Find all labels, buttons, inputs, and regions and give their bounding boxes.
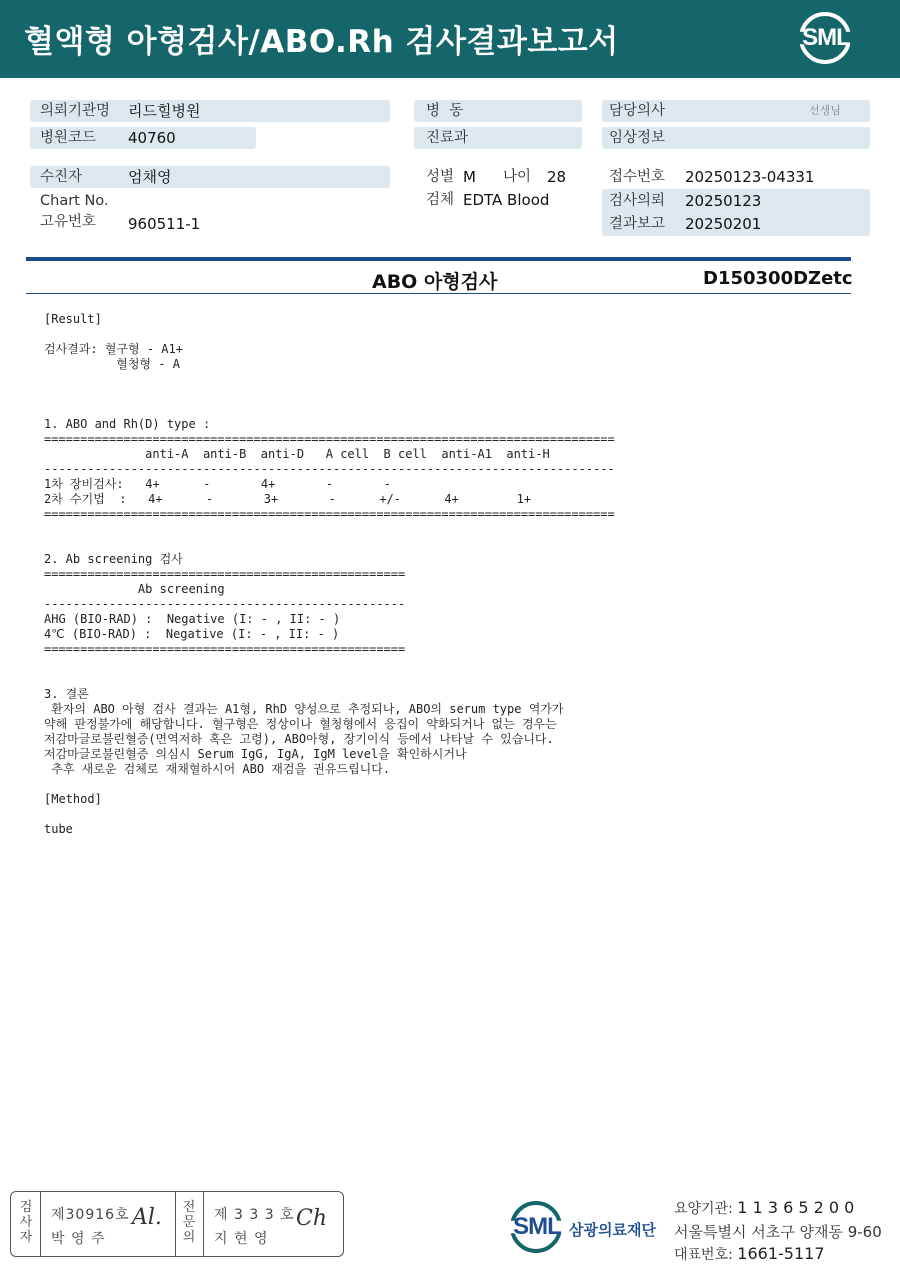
specialist-signature: Ch bbox=[296, 1206, 328, 1231]
section-divider-thick bbox=[26, 257, 851, 261]
specialist-label bbox=[178, 1200, 200, 1245]
vertical-label-char: 사 bbox=[19, 1215, 33, 1230]
institution-value: 리드힐병원 bbox=[128, 102, 201, 120]
report-title: 혈액형 아형검사/ABO.Rh 검사결과보고서 bbox=[24, 24, 619, 60]
department-label: 진료과 bbox=[426, 130, 469, 146]
patient-name: 엄채영 bbox=[128, 168, 172, 186]
care-no-value: 1 1 3 6 5 2 0 0 bbox=[737, 1198, 855, 1217]
report-date-value: 20250201 bbox=[685, 215, 762, 233]
phone-value: 1661-5117 bbox=[737, 1244, 825, 1263]
vertical-label-char: 전 bbox=[182, 1200, 196, 1215]
specialist-license: 제 3 3 3 호 bbox=[214, 1207, 295, 1223]
request-date-value: 20250123 bbox=[685, 192, 762, 210]
age-label: 나이 bbox=[503, 169, 532, 185]
hospital-code-label: 병원코드 bbox=[40, 130, 97, 146]
sex-label: 성별 bbox=[426, 169, 455, 185]
inspector-label bbox=[15, 1200, 37, 1245]
vertical-label-char: 자 bbox=[19, 1230, 33, 1245]
care-no-label: 요양기관: bbox=[674, 1201, 733, 1217]
chart-no-label: Chart No. bbox=[40, 193, 109, 209]
report-body: [Result] 검사결과: 혈구형 - A1+ 혈청형 - A 1. ABO and Rh(D) type : =============================================================================== anti-A anti-B anti-D A cell B cell anti-A1 anti-H ------------------------------------------------------------------------------- 1차 장비검사: 4+ - 4+ - - 2차 수기법 : 4+ - 3+ - +/- 4+ 1+ =============================================================================== 2. Ab screening 검사 ================================================== Ab screening -------------------------------------------------- AHG (BIO-RAD) : Negative (I: - , II: - ) 4℃ (BIO-RAD) : Negative (I: - , II: - ) ================================================== 3. 결론 환자의 ABO 아형 검사 결과는 A1형, RhD 양성으로 추정되나, ABO의 serum type 역가가 약해 판정불가에 해당합니다. 혈구형은 정상이나 혈청형에서 응집이 약화되거나 없는 경우는 저감마글로불린혈증(면역저하 혹은 고령), ABO아형, 장기이식 등에서 나타날 수 있습니다. 저감마글로불린혈증 의심시 Serum IgG, IgA, IgM level을 확인하시거나 추후 새로운 검체로 재채혈하시어 ABO 재검을 권유드립니다. [Method] tube bbox=[44, 312, 615, 836]
report-date-label: 결과보고 bbox=[609, 216, 666, 232]
vertical-label-char: 검 bbox=[19, 1200, 33, 1215]
doctor-suffix: 선생님 bbox=[809, 104, 841, 117]
report-header bbox=[0, 0, 900, 78]
specimen-value: EDTA Blood bbox=[463, 191, 550, 209]
representative-phone bbox=[674, 1244, 825, 1264]
institution-label: 의뢰기관명 bbox=[40, 103, 111, 119]
inspector-signature: Al. bbox=[132, 1205, 162, 1230]
sml-logo: SML bbox=[802, 24, 850, 51]
signature-divider bbox=[203, 1191, 204, 1257]
vertical-label-char: 문 bbox=[182, 1215, 196, 1230]
signature-divider bbox=[40, 1191, 41, 1257]
doctor-label: 담당의사 bbox=[609, 103, 666, 119]
inspector-license: 제30916호 bbox=[51, 1207, 130, 1223]
vertical-label-char: 의 bbox=[182, 1230, 196, 1245]
request-date-label: 검사의뢰 bbox=[609, 193, 666, 209]
hospital-code-value: 40760 bbox=[128, 129, 176, 147]
care-institution-number bbox=[674, 1198, 854, 1218]
specialist-name: 지 현 영 bbox=[214, 1231, 269, 1247]
patient-label: 수진자 bbox=[40, 169, 83, 185]
unique-no-value: 960511-1 bbox=[128, 215, 201, 233]
receipt-no-value: 20250123-04331 bbox=[685, 168, 815, 186]
address-value: 서울특별시 서초구 양재동 9-60 bbox=[674, 1223, 882, 1241]
test-code: D150300DZetc bbox=[703, 268, 853, 289]
sml-footer-logo: SML bbox=[513, 1213, 561, 1240]
specimen-label: 검체 bbox=[426, 192, 455, 208]
ward-label: 병 동 bbox=[426, 103, 464, 119]
organization-address bbox=[674, 1221, 882, 1242]
section-divider-thin bbox=[26, 293, 851, 294]
age-value: 28 bbox=[547, 168, 567, 186]
clinical-info-label: 임상정보 bbox=[609, 130, 666, 146]
receipt-no-label: 접수번호 bbox=[609, 169, 666, 185]
phone-label: 대표번호: bbox=[674, 1247, 733, 1263]
signature-divider bbox=[175, 1191, 176, 1257]
inspector-name: 박 영 주 bbox=[51, 1231, 106, 1247]
organization-name: 삼광의료재단 bbox=[569, 1221, 656, 1239]
unique-no-label: 고유번호 bbox=[40, 214, 97, 230]
sex-value: M bbox=[463, 168, 476, 186]
patient-row bbox=[30, 166, 390, 188]
test-name: ABO 아형검사 bbox=[372, 271, 498, 293]
